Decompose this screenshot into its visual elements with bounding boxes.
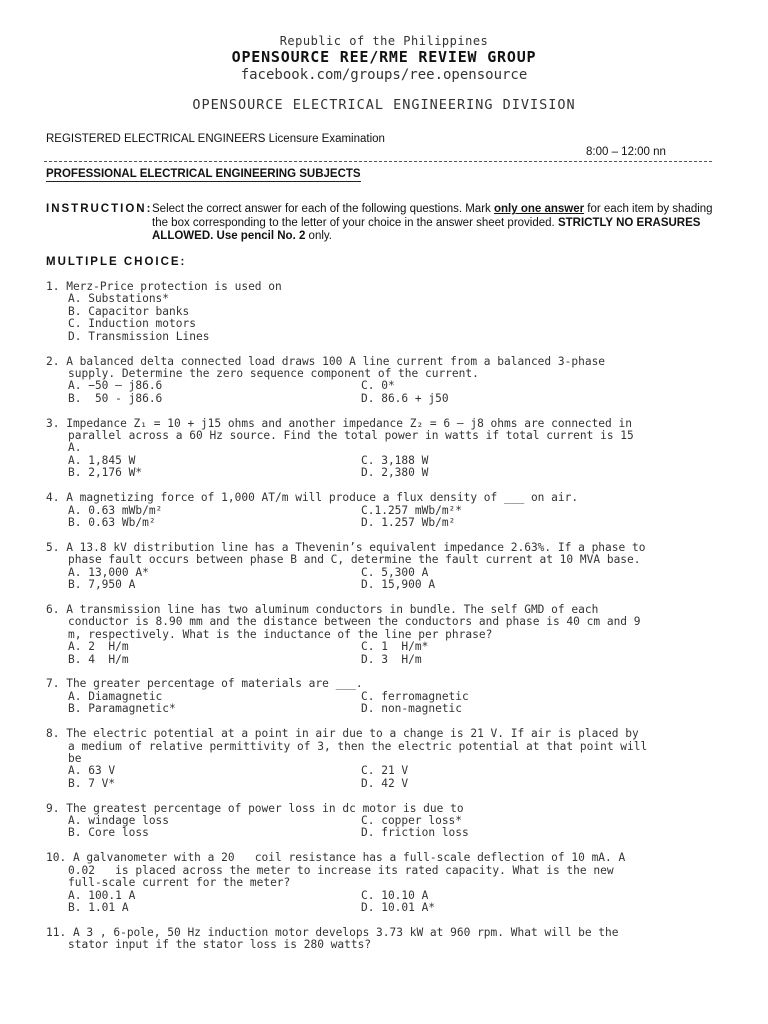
question-text: 11. A 3 , 6-pole, 50 Hz induction motor develops 3.73 kW at 960 rpm. What will be the <box>46 925 619 939</box>
question-text-cont: stator input if the stator loss is 280 watts? <box>68 938 372 952</box>
instruction-part1: Select the correct answer for each of the following questions. Mark <box>152 203 494 215</box>
option-c: C. copper loss* <box>361 814 463 827</box>
option-a: A. −50 – j86.6 <box>68 379 163 393</box>
question-text: 4. A magnetizing force of 1,000 AT/m will produce a flux density of ___ on air. <box>46 491 579 505</box>
instruction-part3: only. <box>305 230 332 242</box>
question-text-cont: m, respectively. What is the inductance of the line per phrase? <box>68 627 493 641</box>
option-c: C. 21 V <box>361 764 409 778</box>
question-text: 5. A 13.8 kV distribution line has a Thevenin’s equivalent impedance 2.63%. If a phase to <box>46 540 646 554</box>
question-text-cont: conductor is 8.90 mm and the distance between the conductors and phase is 40 cm and 9 <box>68 615 641 629</box>
option-d: D. Transmission Lines <box>68 329 210 343</box>
option-row <box>0 902 768 914</box>
option-row <box>0 778 768 790</box>
option-a: A. 100.1 A <box>68 888 136 902</box>
option-c: C. 5,300 A <box>361 565 429 579</box>
question-text: 9. The greatest percentage of power loss in dc motor is due to <box>46 801 464 815</box>
question-text: 8. The electric potential at a point in air due to a change is 21 V. If air is placed by <box>46 727 639 741</box>
option-b: B. 7 V* <box>68 776 116 790</box>
question-text-cont: parallel across a 60 Hz source. Find the total power in watts if total current is 15 <box>68 429 634 443</box>
option-d: D. 86.6 + j50 <box>361 391 449 405</box>
exam-title <box>46 133 385 145</box>
group-title: OPENSOURCE REE/RME REVIEW GROUP <box>231 48 537 66</box>
instruction-text <box>152 203 722 244</box>
option-d: D. non-magnetic <box>361 702 463 716</box>
question-6 <box>0 604 768 666</box>
option-a: A. 13,000 A* <box>68 565 149 579</box>
question-text: 2. A balanced delta connected load draws 100 A line current from a balanced 3-phase <box>46 354 606 368</box>
instruction-part2: for each item by shading the box corresponding to the letter of your choice in the answer sheet provided. <box>152 203 713 229</box>
option-b: B. 4 H/m <box>68 652 129 666</box>
question-text-cont: supply. Determine the zero sequence component of the current. <box>68 366 479 380</box>
exam-title-rest: Licensure Examination <box>265 133 385 145</box>
option-a: A. 63 V <box>68 764 116 778</box>
option-a: A. Diamagnetic <box>68 689 163 703</box>
dashed-divider <box>44 161 712 162</box>
option-b: B. 1.01 A <box>68 900 129 914</box>
option-row <box>0 703 768 715</box>
instruction-only-one: only one answer <box>493 203 585 215</box>
option-d: D. 1.257 Wb/m² <box>361 515 456 529</box>
question-4 <box>0 492 768 529</box>
option-a: A. 0.63 mWb/m² <box>68 503 163 517</box>
option-b: B. Capacitor banks <box>68 304 190 318</box>
question-10 <box>0 852 768 914</box>
question-text-cont: a medium of relative permittivity of 3, then the electric potential at that point will <box>68 739 648 753</box>
option-row <box>0 393 768 405</box>
option-a: A. 2 H/m <box>68 640 129 654</box>
option-a: A. Substations* <box>68 292 170 306</box>
question-2 <box>0 356 768 406</box>
question-text-cont: 0.02 is placed across the meter to increase its rated capacity. What is the new <box>68 863 614 877</box>
option-d: D. 15,900 A <box>361 578 436 592</box>
option-d: D. 2,380 W <box>361 466 429 480</box>
republic-line: Republic of the Philippines <box>279 34 489 48</box>
question-5 <box>0 542 768 592</box>
question-text-cont: A. <box>68 441 82 455</box>
option-b: B. Core loss <box>68 826 149 840</box>
division-title: OPENSOURCE ELECTRICAL ENGINEERING DIVISION <box>192 97 576 113</box>
option-row <box>0 641 768 653</box>
option-c: C. 10.10 A <box>361 888 429 902</box>
option-b: B. 0.63 Wb/m² <box>68 515 156 529</box>
question-text-cont: be <box>68 751 82 765</box>
option-c: C. 0* <box>361 379 395 393</box>
option-a: A. windage loss <box>68 814 170 827</box>
option-c: C. Induction motors <box>68 317 196 331</box>
option-b: B. 50 - j86.6 <box>68 391 163 405</box>
option-c: C.1.257 mWb/m²* <box>361 503 463 517</box>
question-text: 1. Merz-Price protection is used on <box>46 280 282 293</box>
option-b: B. 7,950 A <box>68 578 136 592</box>
option-row <box>0 654 768 666</box>
option-row <box>0 467 768 479</box>
option-c: C. ferromagnetic <box>361 689 469 703</box>
question-text: 6. A transmission line has two aluminum conductors in bundle. The self GMD of each <box>46 602 599 616</box>
exam-time: 8:00 – 12:00 nn <box>586 146 666 158</box>
group-url: facebook.com/groups/ree.opensource <box>240 67 528 83</box>
question-list <box>0 281 768 964</box>
subjects-heading: PROFESSIONAL ELECTRICAL ENGINEERING SUBJECTS <box>46 168 361 180</box>
option-c: C. 1 H/m* <box>361 640 429 654</box>
question-3 <box>0 418 768 480</box>
option-d: D. 10.01 A* <box>361 900 436 914</box>
option-d: D. 42 V <box>361 776 409 790</box>
option-a: A. 1,845 W <box>68 453 136 467</box>
option-row <box>0 579 768 591</box>
question-11 <box>0 927 768 952</box>
question-1 <box>0 281 768 343</box>
question-text: 3. Impedance Z₁ = 10 + j15 ohms and another impedance Z₂ = 6 – j8 ohms are connected in <box>46 416 632 430</box>
option-d: D. 3 H/m <box>361 652 422 666</box>
option-b: B. 2,176 W* <box>68 466 143 480</box>
option-c: C. 3,188 W <box>361 453 429 467</box>
question-8 <box>0 728 768 790</box>
option-row <box>0 517 768 529</box>
option-row <box>0 380 768 392</box>
option-d: D. friction loss <box>361 826 469 840</box>
question-9 <box>0 803 768 840</box>
question-text-cont: full-scale current for the meter? <box>68 876 291 890</box>
instruction-strict: STRICTLY NO ERASURES ALLOWED. Use pencil No. 2 <box>152 216 701 242</box>
option-row <box>0 765 768 777</box>
exam-title-bold: REGISTERED ELECTRICAL ENGINEERS <box>46 133 266 145</box>
option-b: B. Paramagnetic* <box>68 702 176 716</box>
multiple-choice-label: MULTIPLE CHOICE: <box>46 256 187 268</box>
question-text: 10. A galvanometer with a 20 coil resistance has a full-scale deflection of 10 mA. A <box>46 851 626 865</box>
question-7 <box>0 678 768 715</box>
question-text: 7. The greater percentage of materials are ___. <box>46 677 363 691</box>
instruction-label: INSTRUCTION: <box>46 203 153 215</box>
option-row <box>0 827 768 839</box>
question-text-cont: phase fault occurs between phase B and C, determine the fault current at 10 MVA base. <box>68 553 641 567</box>
